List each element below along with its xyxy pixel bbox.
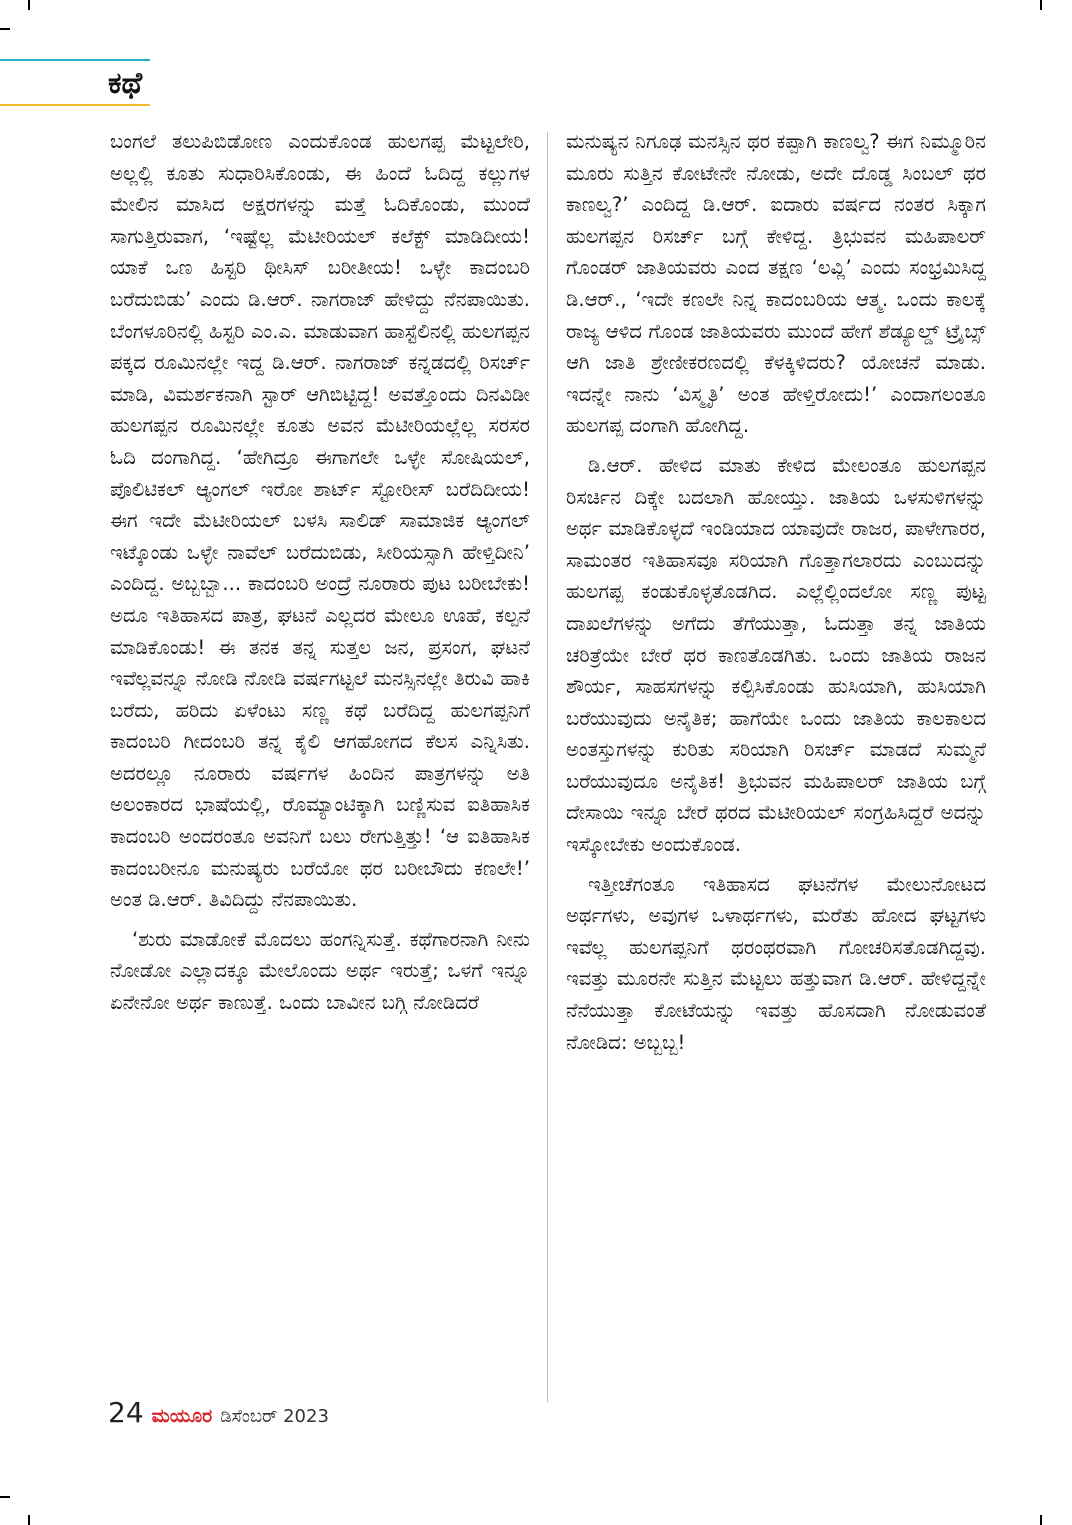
paragraph: ಬಂಗಲೆ ತಲುಪಿಬಿಡೋಣ ಎಂದುಕೊಂಡ ಹುಲಗಪ್ಪ ಮೆಟ್ಟಲೇರಿ, ಅಲ್ಲಲ್ಲಿ ಕೂತು ಸುಧಾರಿಸಿಕೊಂಡು, ಈ ಹಿಂದೆ ಓದಿದ್ದ ಕಲ್ಲುಗಳ ಮೇಲಿನ ಮಾಸಿದ ಅಕ್ಷರಗಳನ್ನು ಮತ್ತೆ ಓದಿಕೊಂಡು, ಮುಂದೆ ಸಾಗುತ್ತಿರುವಾಗ, ‘ಇಷ್ಟೆಲ್ಲ ಮೆಟೀರಿಯಲ್ ಕಲೆಕ್ಟ್ ಮಾಡಿದೀಯ! ಯಾಕೆ ಒಣ ಹಿಸ್ಟರಿ ಥೀಸಿಸ್ ಬರೀತೀಯ! ಒಳ್ಳೇ ಕಾದಂಬರಿ ಬರೆದುಬಿಡು’ ಎಂದು ಡಿ.ಆರ್. ನಾಗರಾಜ್ ಹೇಳಿದ್ದು ನೆನಪಾಯಿತು. ಬೆಂಗಳೂರಿನಲ್ಲಿ ಹಿಸ್ಟರಿ ಎಂ.ಎ. ಮಾಡುವಾಗ ಹಾಸ್ಟೆಲಿನಲ್ಲಿ ಹುಲಗಪ್ಪನ ಪಕ್ಕದ ರೂಮಿನಲ್ಲೇ ಇದ್ದ ಡಿ.ಆರ್. ನಾಗರಾಜ್ ಕನ್ನಡದಲ್ಲಿ ರಿಸರ್ಚ್ ಮಾಡಿ, ವಿಮರ್ಶಕನಾಗಿ ಸ್ಟಾರ್ ಆಗಿಬಿಟ್ಟಿದ್ದ! ಅವತ್ತೊಂದು ದಿನವಿಡೀ ಹುಲಗಪ್ಪನ ರೂಮಿನಲ್ಲೇ ಕೂತು ಅವನ ಮೆಟೀರಿಯಲ್ಲೆಲ್ಲ ಸರಸರ ಓದಿ ದಂಗಾಗಿದ್ದ. ‘ಹೇಗಿದ್ರೂ ಈಗಾಗಲೇ ಒಳ್ಳೇ ಸೋಷಿಯಲ್, ಪೊಲಿಟಿಕಲ್ ಆ್ಯಂಗಲ್ ಇರೋ ಶಾರ್ಟ್ ಸ್ಟೋರೀಸ್ ಬರೆದಿದೀಯ! ಈಗ ಇದೇ ಮೆಟೀರಿಯಲ್ ಬಳಸಿ ಸಾಲಿಡ್ ಸಾಮಾಜಿಕ ಆ್ಯಂಗಲ್ ಇಟ್ಕೊಂಡು ಒಳ್ಳೇ ನಾವೆಲ್ ಬರೆದುಬಿಡು, ಸೀರಿಯಸ್ಸಾಗಿ ಹೇಳ್ತಿದೀನಿ’ ಎಂದಿದ್ದ. ಅಬ್ಬಬ್ಬಾ... ಕಾದಂಬರಿ ಅಂದ್ರೆ ನೂರಾರು ಪುಟ ಬರೀಬೇಕು! ಅದೂ ಇತಿಹಾಸದ ಪಾತ್ರ, ಘಟನೆ ಎಲ್ಲದರ ಮೇಲೂ ಊಹೆ, ಕಲ್ಪನೆ ಮಾಡಿಕೊಂಡು! ಈ ತನಕ ತನ್ನ ಸುತ್ತಲ ಜನ, ಪ್ರಸಂಗ, ಘಟನೆ ಇವೆಲ್ಲವನ್ನೂ ನೋಡಿ ನೋಡಿ ವರ್ಷಗಟ್ಟಲೆ ಮನಸ್ಸಿನಲ್ಲೇ ತಿರುವಿ ಹಾಕಿ ಬರೆದು, ಹರಿದು ಏಳೆಂಟು ಸಣ್ಣ ಕಥೆ ಬರೆದಿದ್ದ ಹುಲಗಪ್ಪನಿಗೆ ಕಾದಂಬರಿ ಗೀದಂಬರಿ ತನ್ನ ಕೈಲಿ ಆಗಹೋಗದ ಕೆಲಸ ಎನ್ನಿಸಿತು. ಅದರಲ್ಲೂ ನೂರಾರು ವರ್ಷಗಳ ಹಿಂದಿನ ಪಾತ್ರಗಳನ್ನು ಅತಿ ಅಲಂಕಾರದ ಭಾಷೆಯಲ್ಲಿ, ರೊಮ್ಯಾಂಟಿಕ್ಕಾಗಿ ಬಣ್ಣಿಸುವ ಐತಿಹಾಸಿಕ ಕಾದಂಬರಿ ಅಂದರಂತೂ ಅವನಿಗೆ ಬಲು ರೇಗುತ್ತಿತ್ತು! ‘ಆ ಐತಿಹಾಸಿಕ ಕಾದಂಬರೀನೂ ಮನುಷ್ಯರು ಬರೆಯೋ ಥರ ಬರೀಬೌದು ಕಣಲೇ!’ ಅಂತ ಡಿ.ಆರ್. ತಿವಿದಿದ್ದು ನೆನಪಾಯಿತು. [110,130,530,912]
page-footer [108,1396,329,1428]
magazine-logo: ಮಯೂರ [151,1405,213,1427]
paragraph: ‘ಶುರು ಮಾಡೋಕೆ ಮೊದಲು ಹಂಗನ್ನಿಸುತ್ತೆ. ಕಥೆಗಾರನಾಗಿ ನೀನು ನೋಡೋ ಎಲ್ಲಾದಕ್ಕೂ ಮೇಲೊಂದು ಅರ್ಥ ಇರುತ್ತೆ; ಒಳಗೆ ಇನ್ನೂ ಏನೇನೋ ಅರ್ಥ ಕಾಣುತ್ತೆ. ಒಂದು ಬಾವೀನ ಬಗ್ಗಿ ನೋಡಿದರೆ [110,927,530,1015]
crop-mark [28,1515,30,1525]
header-rule-bottom [0,104,150,106]
issue-date: ಡಿಸೆಂಬರ್ 2023 [220,1406,329,1427]
page-number: 24 [108,1396,144,1429]
section-title: ಕಥೆ [108,66,143,101]
crop-mark [1040,0,1042,10]
crop-mark [0,1496,10,1498]
paragraph: ಇತ್ತೀಚೆಗಂತೂ ಇತಿಹಾಸದ ಘಟನೆಗಳ ಮೇಲುನೋಟದ ಅರ್ಥಗಳು, ಅವುಗಳ ಒಳಾರ್ಥಗಳು, ಮರೆತು ಹೋದ ಘಟ್ಟಗಳು ಇವೆಲ್ಲ ಹುಲಗಪ್ಪನಿಗೆ ಥರಂಥರವಾಗಿ ಗೋಚರಿಸತೊಡಗಿದ್ದವು. ಇವತ್ತು ಮೂರನೇ ಸುತ್ತಿನ ಮೆಟ್ಟಲು ಹತ್ತುವಾಗ ಡಿ.ಆರ್. ಹೇಳಿದ್ದನ್ನೇ ನೆನೆಯುತ್ತಾ ಕೋಟೆಯನ್ನು ಇವತ್ತು ಹೊಸದಾಗಿ ನೋಡುವಂತೆ ನೋಡಿದ: ಅಬ್ಬಬ್ಬ! [566,872,986,1054]
crop-mark [1040,1515,1042,1525]
paragraph: ಮನುಷ್ಯನ ನಿಗೂಢ ಮನಸ್ಸಿನ ಥರ ಕಪ್ಪಾಗಿ ಕಾಣಲ್ವ? ಈಗ ನಿಮ್ಮೂರಿನ ಮೂರು ಸುತ್ತಿನ ಕೋಟೇನೇ ನೋಡು, ಅದೇ ದೊಡ್ಡ ಸಿಂಬಲ್ ಥರ ಕಾಣಲ್ವ?’ ಎಂದಿದ್ದ ಡಿ.ಆರ್. ಐದಾರು ವರ್ಷದ ನಂತರ ಸಿಕ್ಕಾಗ ಹುಲಗಪ್ಪನ ರಿಸರ್ಚ್ ಬಗ್ಗೆ ಕೇಳಿದ್ದ. ತ್ರಿಭುವನ ಮಹಿಪಾಲರ್ ಗೊಂಡರ್ ಜಾತಿಯವರು ಎಂದ ತಕ್ಷಣ ‘ಲವ್ಲಿ’ ಎಂದು ಸಂಭ್ರಮಿಸಿದ್ದ ಡಿ.ಆರ್., ‘ಇದೇ ಕಣಲೇ ನಿನ್ನ ಕಾದಂಬರಿಯ ಆತ್ಮ. ಒಂದು ಕಾಲಕ್ಕೆ ರಾಜ್ಯ ಆಳಿದ ಗೊಂಡ ಜಾತಿಯವರು ಮುಂದೆ ಹೇಗೆ ಶೆಡ್ಯೂಲ್ಡ್ ಟ್ರೈಬ್ಸ್ ಆಗಿ ಜಾತಿ ಶ್ರೇಣೀಕರಣದಲ್ಲಿ ಕೆಳಕ್ಕಿಳಿದರು? ಯೋಚನೆ ಮಾಡು. ಇದನ್ನೇ ನಾನು ‘ವಿಸ್ಮೃತಿ’ ಅಂತ ಹೇಳ್ತಿರೋದು!’ ಎಂದಾಗಲಂತೂ ಹುಲಗಪ್ಪ ದಂಗಾಗಿ ಹೋಗಿದ್ದ. [566,130,986,438]
crop-mark [0,28,10,30]
crop-mark [28,0,30,10]
right-column [566,126,986,1058]
paragraph: ಡಿ.ಆರ್. ಹೇಳಿದ ಮಾತು ಕೇಳಿದ ಮೇಲಂತೂ ಹುಲಗಪ್ಪನ ರಿಸರ್ಚಿನ ದಿಕ್ಕೇ ಬದಲಾಗಿ ಹೋಯ್ತು. ಜಾತಿಯ ಒಳಸುಳಿಗಳನ್ನು ಅರ್ಥ ಮಾಡಿಕೊಳ್ಳದೆ ಇಂಡಿಯಾದ ಯಾವುದೇ ರಾಜರ, ಪಾಳೇಗಾರರ, ಸಾಮಂತರ ಇತಿಹಾಸವೂ ಸರಿಯಾಗಿ ಗೊತ್ತಾಗಲಾರದು ಎಂಬುದನ್ನು ಹುಲಗಪ್ಪ ಕಂಡುಕೊಳ್ಳತೊಡಗಿದ. ಎಲ್ಲೆಲ್ಲಿಂದಲೋ ಸಣ್ಣ ಪುಟ್ಟ ದಾಖಲೆಗಳನ್ನು ಅಗೆದು ತೆಗೆಯುತ್ತಾ, ಓದುತ್ತಾ ತನ್ನ ಜಾತಿಯ ಚರಿತ್ರೆಯೇ ಬೇರೆ ಥರ ಕಾಣತೊಡಗಿತು. ಒಂದು ಜಾತಿಯ ರಾಜನ ಶೌರ್ಯ, ಸಾಹಸಗಳನ್ನು ಕಲ್ಪಿಸಿಕೊಂಡು ಹುಸಿಯಾಗಿ, ಹುಸಿಯಾಗಿ ಬರೆಯುವುದು ಅನೈತಿಕ; ಹಾಗೆಯೇ ಒಂದು ಜಾತಿಯ ಕಾಲಕಾಲದ ಅಂತಸ್ತುಗಳನ್ನು ಕುರಿತು ಸರಿಯಾಗಿ ರಿಸರ್ಚ್ ಮಾಡದೆ ಸುಮ್ಮನೆ ಬರೆಯುವುದೂ ಅನೈತಿಕ! ತ್ರಿಭುವನ ಮಹಿಪಾಲರ್ ಜಾತಿಯ ಬಗ್ಗೆ ದೇಸಾಯಿ ಇನ್ನೂ ಬೇರೆ ಥರದ ಮೆಟೀರಿಯಲ್ ಸಂಗ್ರಹಿಸಿದ್ದರೆ ಅದನ್ನು ಇಸ್ಕೋಬೇಕು ಅಂದುಕೊಂಡ. [566,453,986,857]
column-divider [547,132,548,1402]
left-column [110,126,530,1019]
header-rule-top [0,59,150,61]
